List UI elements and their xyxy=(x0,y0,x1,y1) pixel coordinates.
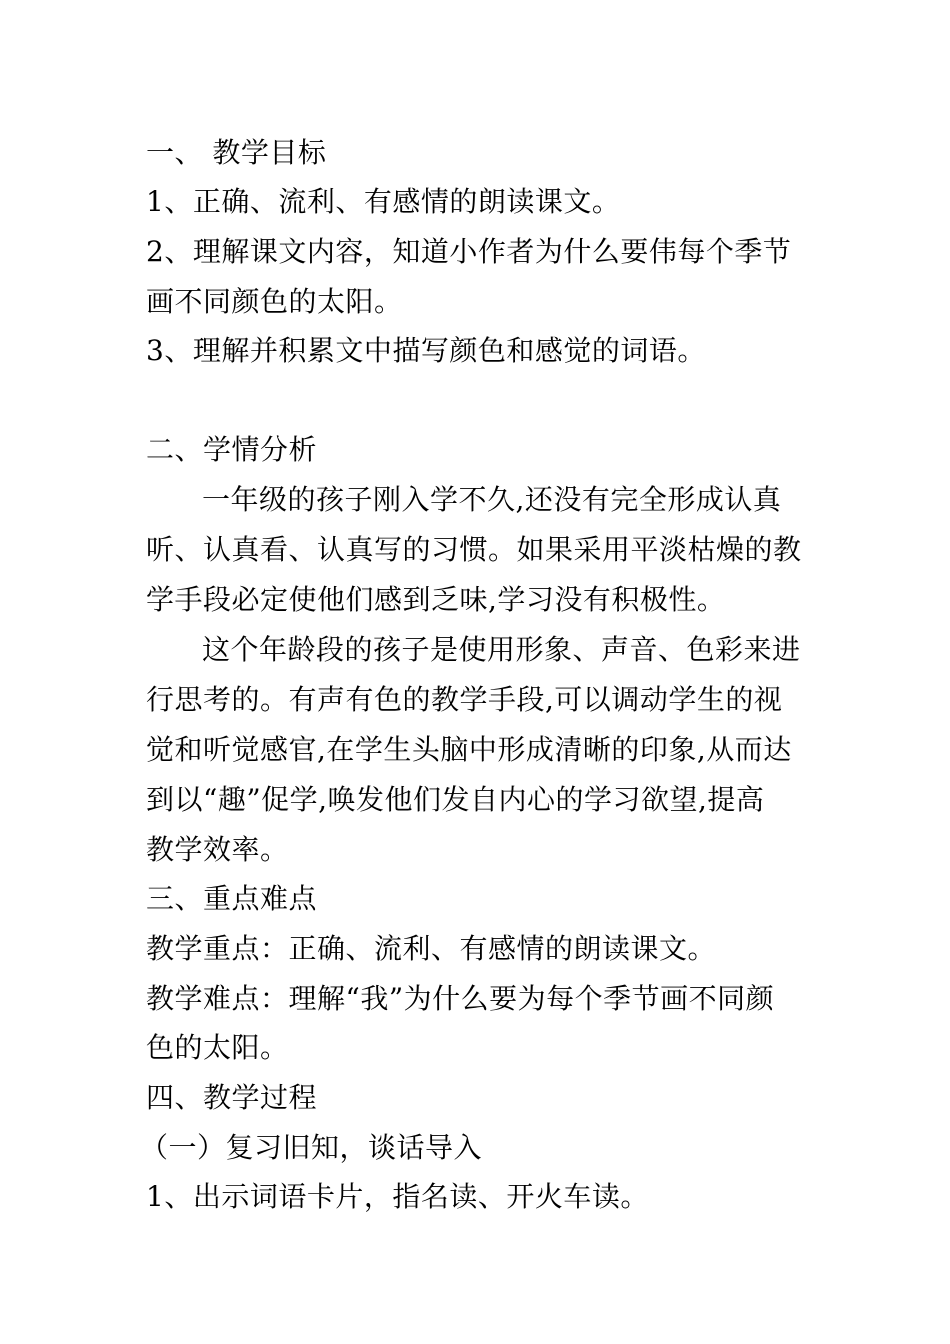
goal-item-3: 3、理解并积累文中描写颜色和感觉的词语。 xyxy=(146,334,706,367)
paragraph-line: 到以“趣”促学,唤发他们发自内心的学习欲望,提高 xyxy=(146,783,765,816)
process-step-1: 1、出示词语卡片，指名读、开火车读。 xyxy=(146,1180,649,1213)
paragraph-line: 教学效率。 xyxy=(146,833,289,866)
difficult-point-line-continued: 色的太阳。 xyxy=(146,1031,289,1064)
section-heading-key-points: 三、重点难点 xyxy=(146,882,318,915)
goal-item-2-continued: 画不同颜色的太阳。 xyxy=(146,285,403,318)
paragraph-line: 听、认真看、认真写的习惯。如果采用平淡枯燥的教 xyxy=(146,533,802,566)
goal-item-2: 2、理解课文内容，知道小作者为什么要伟每个季节 xyxy=(146,235,792,268)
goal-item-1: 1、正确、流利、有感情的朗读课文。 xyxy=(146,185,621,218)
paragraph-line: 这个年龄段的孩子是使用形象、声音、色彩来进 xyxy=(202,633,801,666)
paragraph-line: 觉和听觉感官,在学生头脑中形成清晰的印象,从而达 xyxy=(146,733,792,766)
section-heading-teaching-goals: 一、 教学目标 xyxy=(146,136,327,169)
paragraph-line: 学手段必定使他们感到乏味,学习没有积极性。 xyxy=(146,583,726,616)
section-heading-student-analysis: 二、学情分析 xyxy=(146,433,318,466)
section-heading-teaching-process: 四、教学过程 xyxy=(146,1081,318,1114)
paragraph-line: 一年级的孩子刚入学不久,还没有完全形成认真 xyxy=(202,483,782,516)
paragraph-line: 行思考的。有声有色的教学手段,可以调动学生的视 xyxy=(146,683,783,716)
process-subheading: （一）复习旧知，谈话导入 xyxy=(140,1131,483,1164)
key-point-line: 教学重点：正确、流利、有感情的朗读课文。 xyxy=(146,932,717,965)
difficult-point-line: 教学难点：理解“我”为什么要为每个季节画不同颜 xyxy=(146,982,775,1015)
